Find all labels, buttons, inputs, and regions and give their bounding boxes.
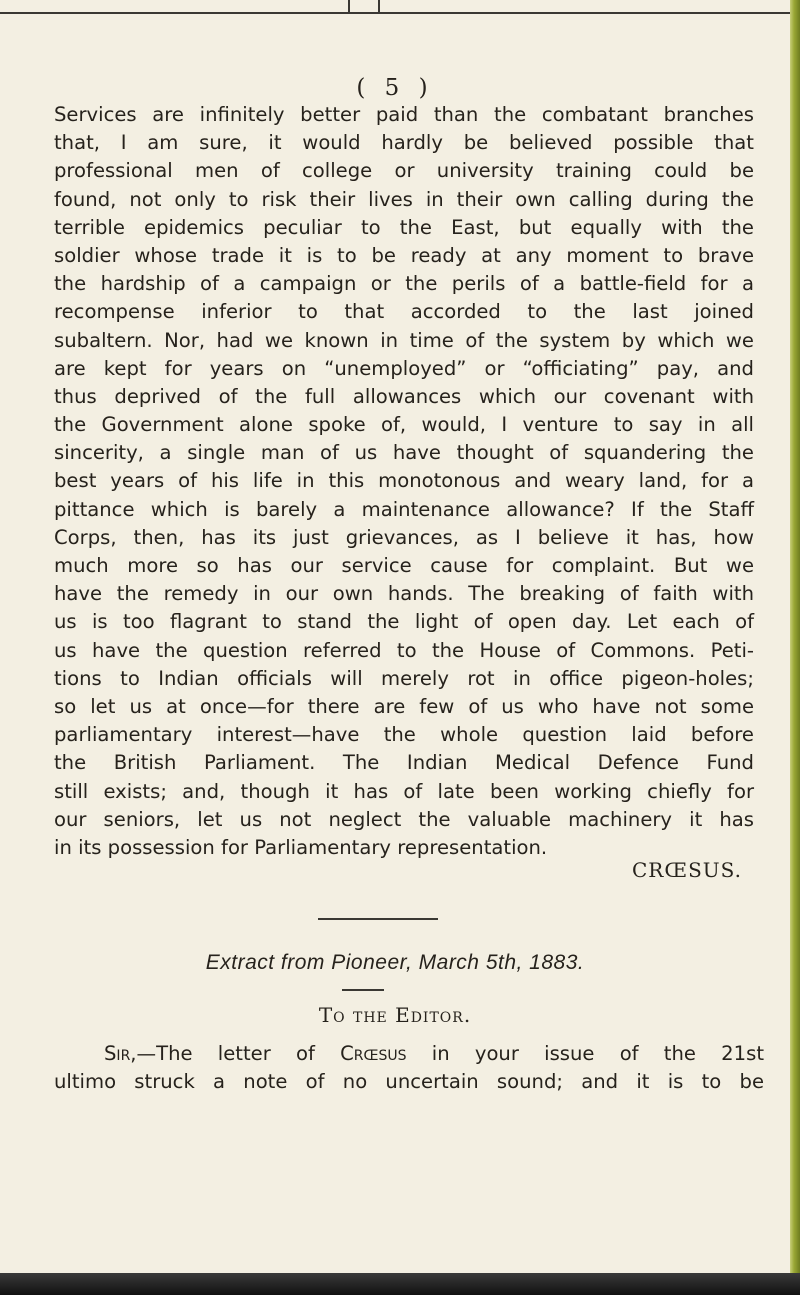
text-line: Corps, then, has its just grievances, as I believe it has, how [54, 525, 754, 549]
text-line: the British Parliament. The Indian Medical Defence Fund [54, 751, 754, 775]
salutation: To the Editor. [318, 1003, 472, 1027]
text-line: recompense inferior to that accorded to the last joined [54, 300, 754, 324]
text-line: us have the question referred to the House of Commons. Peti- [54, 638, 754, 662]
letter-name: Crœsus [340, 1042, 407, 1065]
text-line: us is too flagrant to stand the light of open day. Let each of [54, 610, 754, 634]
letter-line1-rest: —The letter of [136, 1042, 315, 1065]
text-line: subaltern. Nor, had we known in time of the system by which we [54, 328, 754, 352]
text-line: so let us at once—for there are few of us who have not some [54, 694, 754, 718]
text-line: the Government alone spoke of, would, I venture to say in all [54, 413, 754, 437]
text-line: much more so has our service cause for complaint. But we [54, 554, 754, 577]
letter-text [54, 1040, 764, 1096]
text-line: our seniors, let us not neglect the valuable machinery it has [54, 807, 754, 831]
text-line: thus deprived of the full allowances which our covenant with [54, 384, 754, 408]
text-line: in its possession for Parliamentary representation. [54, 835, 548, 859]
text-line: terrible epidemics peculiar to the East, but equally with the [54, 215, 754, 239]
letter-sir: Sir, [104, 1042, 137, 1065]
text-line: tions to Indian officials will merely rot in office pigeon-holes; [54, 666, 754, 690]
rule-stub [378, 0, 380, 12]
section-divider [318, 918, 438, 920]
letter-line1-end: in your issue of the 21st [431, 1042, 764, 1065]
top-border-rule [0, 0, 790, 14]
text-line: professional men of college or university training could be [54, 159, 754, 183]
heading-underline [342, 989, 384, 991]
letter-line [54, 1040, 764, 1068]
text-line: are kept for years on “unemployed” or “officiating” pay, and [54, 356, 754, 380]
page-edge-bottom [0, 1273, 800, 1295]
rule-stub [348, 0, 350, 12]
signature: CRŒSUS. [632, 858, 743, 882]
text-line: sincerity, a single man of us have thought of squandering the [54, 441, 754, 465]
text-line: Services are infinitely better paid than the combatant branches [54, 103, 754, 126]
text-line: best years of his life in this monotonous and weary land, for a [54, 469, 754, 493]
text-line: the hardship of a campaign or the perils of a battle-field for a [54, 272, 754, 296]
text-line: soldier whose trade it is to be ready at any moment to brave [54, 243, 754, 267]
page-edge-right [790, 0, 800, 1295]
text-line: parliamentary interest—have the whole question laid before [54, 723, 754, 747]
body-paragraph [54, 101, 754, 862]
text-line: pittance which is barely a maintenance allowance? If the Staff [54, 497, 754, 521]
text-line: still exists; and, though it has of late been working chiefly for [54, 779, 754, 803]
text-line: found, not only to risk their lives in their own calling during the [54, 187, 754, 211]
extract-heading: Extract from Pioneer, March 5th, 1883. [205, 951, 585, 974]
letter-line: ultimo struck a note of no uncertain sound; and it is to be [54, 1070, 764, 1093]
page-number: ( 5 ) [356, 75, 434, 101]
text-line: have the remedy in our own hands. The breaking of faith with [54, 582, 754, 606]
text-line: that, I am sure, it would hardly be believed possible that [54, 131, 754, 155]
